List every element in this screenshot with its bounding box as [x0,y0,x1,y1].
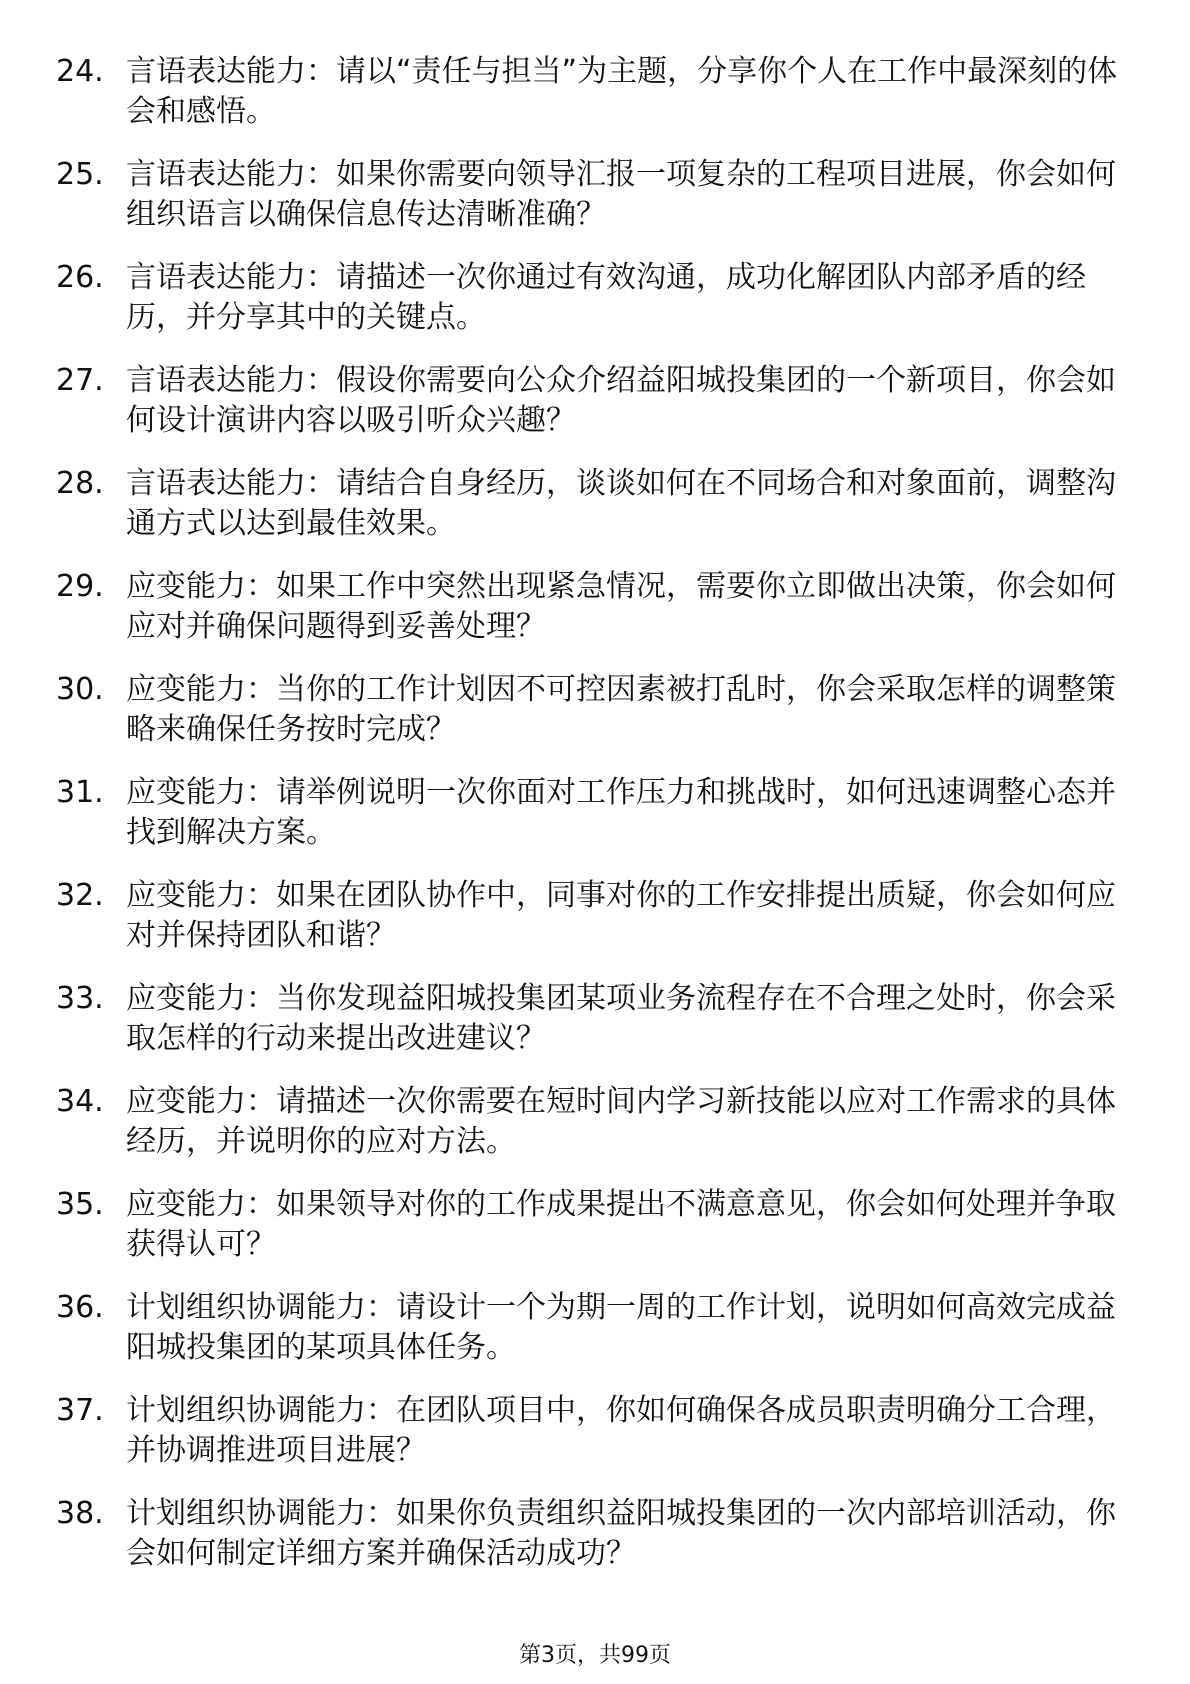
question-text: 言语表达能力：假设你需要向公众介绍益阳城投集团的一个新项目，你会如何设计演讲内容以吸引听众兴趣？ [126,363,1116,438]
list-item [56,567,1136,647]
list-item [56,1391,1136,1471]
question-text: 言语表达能力：请结合自身经历，谈谈如何在不同场合和对象面前，调整沟通方式以达到最佳效果。 [126,466,1116,541]
list-item [56,773,1136,853]
question-text: 应变能力：当你发现益阳城投集团某项业务流程存在不合理之处时，你会采取怎样的行动来提出改进建议？ [126,981,1116,1056]
list-item [56,1185,1136,1265]
question-number: 29. [56,569,104,604]
list-item [56,1494,1136,1574]
list-item [56,1288,1136,1368]
list-item [56,979,1136,1059]
question-text: 应变能力：当你的工作计划因不可控因素被打乱时，你会采取怎样的调整策略来确保任务按时完成？ [126,672,1116,747]
list-item [56,52,1136,132]
question-text: 言语表达能力：如果你需要向领导汇报一项复杂的工程项目进展，你会如何组织语言以确保信息传达清晰准确？ [126,157,1116,232]
question-text: 应变能力：如果在团队协作中，同事对你的工作安排提出质疑，你会如何应对并保持团队和谐？ [126,878,1116,953]
question-text: 言语表达能力：请描述一次你通过有效沟通，成功化解团队内部矛盾的经历，并分享其中的关键点。 [126,260,1086,335]
list-item [56,876,1136,956]
question-text: 应变能力：请描述一次你需要在短时间内学习新技能以应对工作需求的具体经历，并说明你的应对方法。 [126,1084,1116,1159]
list-item [56,155,1136,235]
question-number: 35. [56,1187,104,1222]
list-item [56,258,1136,338]
question-text: 计划组织协调能力：在团队项目中，你如何确保各成员职责明确分工合理，并协调推进项目进展？ [126,1393,1116,1468]
question-number: 30. [56,672,104,707]
question-text: 计划组织协调能力：请设计一个为期一周的工作计划，说明如何高效完成益阳城投集团的某项具体任务。 [126,1290,1116,1365]
question-text: 言语表达能力：请以“责任与担当”为主题，分享你个人在工作中最深刻的体会和感悟。 [126,54,1118,129]
question-number: 33. [56,981,104,1016]
question-number: 24. [56,54,104,89]
question-text: 计划组织协调能力：如果你负责组织益阳城投集团的一次内部培训活动，你会如何制定详细方案并确保活动成功？ [126,1496,1116,1571]
question-number: 25. [56,157,104,192]
question-number: 27. [56,363,104,398]
question-number: 38. [56,1496,104,1531]
question-text: 应变能力：请举例说明一次你面对工作压力和挑战时，如何迅速调整心态并找到解决方案。 [126,775,1116,850]
page-number: 第3页，共99页 [519,1643,671,1668]
question-list [56,52,1136,1597]
question-number: 31. [56,775,104,810]
list-item [56,464,1136,544]
list-item [56,670,1136,750]
list-item [56,1082,1136,1162]
question-number: 36. [56,1290,104,1325]
question-text: 应变能力：如果工作中突然出现紧急情况，需要你立即做出决策，你会如何应对并确保问题得到妥善处理？ [126,569,1116,644]
list-item [56,361,1136,441]
question-number: 34. [56,1084,104,1119]
question-number: 37. [56,1393,104,1428]
question-number: 28. [56,466,104,501]
question-text: 应变能力：如果领导对你的工作成果提出不满意意见，你会如何处理并争取获得认可？ [126,1187,1116,1262]
question-number: 32. [56,878,104,913]
question-number: 26. [56,260,104,295]
